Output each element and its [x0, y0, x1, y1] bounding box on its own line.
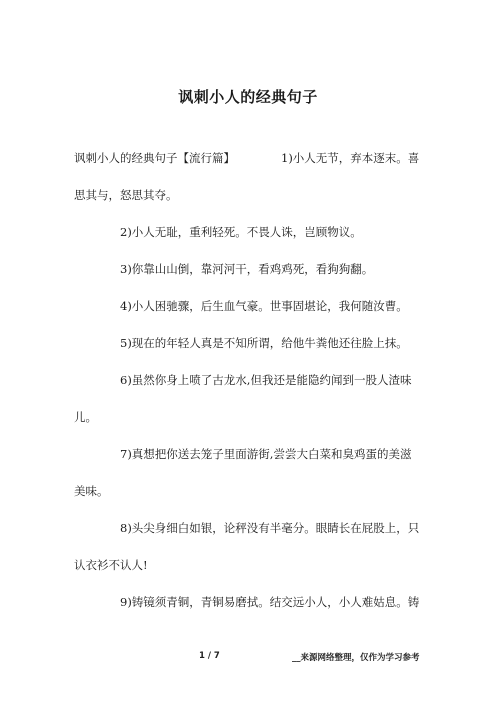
paragraph-line: 6)虽然你身上喷了古龙水,但我还是能隐约闻到一股人渣味 [120, 373, 412, 387]
paragraph-line: 2)小人无耻，重利轻死。不畏人诛，岂顾物议。 [120, 225, 362, 239]
document-body [74, 140, 426, 621]
paragraph-line: 9)铸镜须青铜，青铜易磨拭。结交远小人，小人难姑息。铸 [120, 595, 420, 609]
page-footer [0, 647, 496, 667]
document-title: 讽刺小人的经典句子 [178, 88, 318, 106]
paragraph-line: 8)头尖身细白如银，论秤没有半毫分。眼睛长在屁股上，只 [120, 521, 420, 535]
heading-paragraph [74, 140, 426, 177]
paragraph-line: 儿。 [74, 410, 97, 424]
page-number: 1 / 7 [199, 651, 220, 661]
section-heading: 讽刺小人的经典句子【流行篇】 [74, 151, 235, 165]
paragraph-line: 7)真想把你送去笼子里面游街,尝尝大白菜和臭鸡蛋的美滋 [120, 447, 412, 461]
paragraph-line: 3)你靠山山倒，靠河河干，看鸡鸡死，看狗狗翻。 [120, 262, 374, 276]
first-sentence: 1)小人无节，弃本逐末。喜 [281, 151, 420, 165]
source-note: __来源网络整理，仅作为学习参考 [292, 653, 420, 663]
paragraph-line: 认衣衫不认人! [74, 558, 148, 572]
paragraph-line: 4)小人困驰骤，后生血气豪。世事固堪论，我何随汝曹。 [120, 299, 408, 313]
paragraph-line: 思其与，怒思其夺。 [74, 188, 178, 202]
paragraph-line: 美味。 [74, 484, 109, 498]
paragraph-line: 5)现在的年轻人真是不知所谓，给他牛粪他还往脸上抹。 [120, 336, 408, 350]
